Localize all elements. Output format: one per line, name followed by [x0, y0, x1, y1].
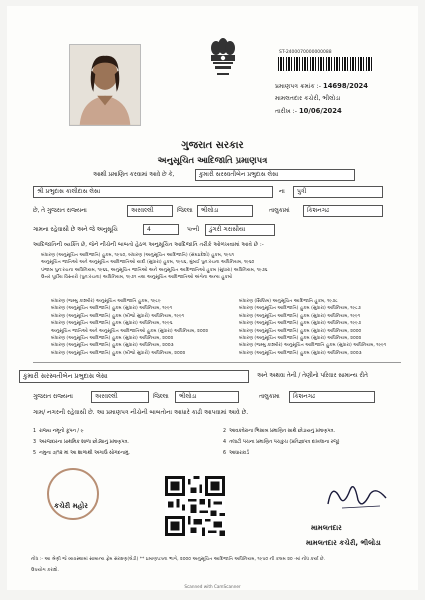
act-item: અનુસૂચિત જાતિઓ અને અનુસૂચિત આદિજાતિઓ હુકમ (સુધારા) અધિનિયમ, ૨૦૦૨ — [51, 328, 209, 334]
act-item: બંધારણ (અનુસૂચિત આદિજાતિ) હુકમ (સુધારા) અધિનિયમ, ૨૦૦૩ — [239, 350, 362, 356]
barcode-id: ST-2400070000000088 — [279, 50, 332, 55]
act-item: બંધારણ (અનુસૂચિત આદિજાતિ) હુકમ (સુધારા) અધિનિયમ, ૨૦૦૨ — [239, 336, 362, 342]
act-item: બંધારણ (અનુસૂચિત આદિજાતિ) હુકમ (સુધારા) અધિનિયમ, ૧૯૯૬ — [51, 321, 173, 327]
relation-label: ના — [279, 189, 285, 195]
part-label: પત્ની — [187, 227, 200, 233]
schedule-lead: ગામના રહેવાસી છે અને જે અનુસૂચિ — [33, 227, 118, 233]
basis-item: 5 નમુના ૭/૧૨ માં આ શાળાથી અગાઉ સોગંદનામું. — [33, 451, 130, 456]
lower-taluka-field: ભીલોડા — [175, 391, 239, 403]
lower-state-lead: ગુજરાત રાજ્યના — [33, 394, 73, 400]
right-acts-list — [239, 298, 409, 357]
certificate-page — [7, 6, 418, 590]
order-item: ઉત્તર પૂર્વીય વિસ્તારો (પુનઃરચના) અધિનિયમ, ૧૯૭૧ તથા અનુસૂચિત આદિજાતિઓ અંગેના અન્ય હુકમો — [41, 275, 233, 281]
act-item: બંધારણ (અનુસૂચિત આદિજાતિ) હુકમ (સુધારા) અધિનિયમ, ૨૦૦૨ — [51, 336, 174, 342]
act-item: બંધારણ (અનુસૂચિત આદિજાતિ) હુકમ (સુધારા) અધિનિયમ, ૧૯૮૭ — [239, 306, 361, 312]
basis-list — [33, 426, 393, 459]
schedule-field: 4 — [143, 224, 179, 235]
barcode — [278, 57, 374, 71]
certificate-title: અનુસૂચિત આદિજાતિ પ્રમાણપત્ર — [157, 156, 268, 166]
tribe-tail: આદિજાતિની વ્યક્તિ છે, જેને નીચેની બાબતો હેઠળ અનુસૂચિત આદિજાતિ તરીકે ઓળખવામાં આવે છે :- — [33, 242, 264, 248]
government-heading: ગુજરાત સરકાર — [181, 140, 244, 151]
left-acts-list — [51, 298, 221, 357]
basis-item: 6 આધારકાર્ડ — [223, 451, 249, 456]
certificate-meta — [275, 80, 368, 118]
act-item: બંધારણ (અનુસૂચિત આદિજાતિ) હુકમ (સુધારા) અધિનિયમ, ૧૯૯૭ — [239, 321, 362, 327]
basis-item: 1 રાજ્ય નમૂનો કૂપન / ૯ — [33, 429, 84, 434]
act-item: બંધારણ (અનુસૂચિત આદિજાતિ) હુકમ (સુધારા) અધિનિયમ, ૨૦૦૦ — [239, 328, 362, 334]
act-item: બંધારણ (જમ્મુ કાશ્મીર) અનુસૂચિત આદિજાતિ હુકમ (સુધારા) અધિનિયમ, ૧૯૯૧ — [239, 343, 387, 349]
office-seal-icon — [47, 468, 99, 520]
relation-field: પુત્રી — [293, 186, 383, 198]
order-item: અનુસૂચિત જાતિઓ અને અનુસૂચિત આદિજાતિઓ યાદી (સુધારા) હુકમ, ૧૯૫૬, મુંબઈ પુનઃરચના અધિનિયમ, ૧૯૬૦ — [41, 260, 255, 266]
section-divider — [33, 362, 401, 363]
line1-lead: આથી પ્રમાણિત કરવામાં આવે છે કે, — [93, 172, 175, 178]
qr-code-icon — [165, 476, 225, 536]
state-lead: છે, તે ગુજરાત રાજ્યના — [33, 208, 87, 214]
lower-district-field: અરવલ્લી — [91, 391, 149, 403]
lower-taluka-label: તાલુકામા — [259, 394, 280, 400]
footer-note: નોંધ :- આ શ્રેણી જે વ્યવસ્થામાં સામાન્ય ફ્રેમ સંરક્ષણ(લેડી) ** પ્રમાણપત્રના ભાગે, ૨૦૦૦ અનુસૂચિત આદિજાતિ અધિનિયમ, ૧૯૫૦ ની કલમ ૨૦ -માં નોંધ કર્યા છે. — [31, 557, 326, 562]
father-name-field: શ્રી પ્રભુદાસ કાલીદાસ લેસા — [33, 186, 273, 198]
footer-note-2: ઉપયોગ કરાશે. — [31, 568, 59, 573]
ashoka-emblem-icon — [205, 36, 241, 82]
basis-item: 4 તલાટી પંચના પ્રમાણિત પંચકુચ (પ્રતિજ્ઞાપત્ર દાખલાના રજૂ) — [223, 440, 340, 445]
act-item: બંધારણ (અનુસૂચિત આદિજાતિ) હુકમ (સુધારા) અધિનિયમ, ૧૯૯૧ — [51, 306, 173, 312]
office-place: મામલતદાર કચેરી, ભીલોડા — [306, 539, 381, 547]
person-photo-icon — [70, 45, 140, 125]
taluka-field: ભીલોડા — [197, 205, 253, 217]
act-item: બંધારણ (અનુસૂચિત આદિજાતિ) હુકમ (બીજો સુધારો) અધિનિયમ, ૧૯૯૧ — [51, 313, 185, 319]
date-label: તારીખ :- — [275, 108, 297, 115]
village-label: જિલ્લા — [177, 208, 193, 214]
applicant-photo — [69, 44, 141, 126]
act-item: બંધારણ (સિક્કિમ) અનુસૂચિત આદિજાતિ હુકમ, ૧૯૭૮ — [239, 299, 338, 304]
cert-no-label: પ્રમાણપત્ર ક્રમાંક :- — [275, 83, 321, 90]
seal-text: કચેરી મહોર — [54, 502, 88, 510]
district-field: અરવલ્લી — [127, 205, 173, 217]
orders-list — [41, 252, 401, 282]
taluka-value-field: કિશનગઢ — [303, 205, 383, 217]
applicant-name-field: કુમારી સરસ્વતીબેન પ્રભુદાસ લેસા — [195, 169, 355, 181]
basis-item: 2 આવકવેરાના ભિસાબ પ્રમાણિત સાથે છોડાયનું પ્રમાણપત્ર. — [223, 429, 335, 434]
date-value: 10/06/2024 — [298, 107, 342, 115]
act-item: બંધારણ (અનુસૂચિત આદિજાતિ) હુકમ (સુધારા) અધિનિયમ, ૨૦૦૩ — [51, 343, 174, 349]
office-line: મામલતદાર કચેરી, ભીલોડા — [275, 95, 341, 102]
order-item: બંધારણ (અનુસૂચિત આદિજાતિ) હુકમ, ૧૯૫૦, બંધારણ (અનુસૂચિત આદિજાતિ) (સંઘપ્રદેશો) હુકમ, ૧૯૫૧ — [41, 253, 235, 258]
act-item: બંધારણ (જમ્મુ કાશ્મીર) અનુસૂચિત આદિજાતિ હુકમ, ૧૯૮૯ — [51, 299, 161, 304]
lower-district-label: જિલ્લા — [153, 394, 169, 400]
family-tail: અને અથવા તેની / તેણીનો પરિવાર સામાન્ય રીતે — [257, 373, 368, 379]
basis-item: 3 અરજદારના પ્રાથમિક શાળા છોડ્યાનું પ્રમાણપત્ર. — [33, 440, 129, 445]
act-item: બંધારણ (અનુસૂચિત આદિજાતિ) હુકમ (સુધારા) અધિનિયમ, ૧૯૯૧ — [239, 313, 361, 319]
lower-village-field: કિશનગઢ — [289, 391, 375, 403]
tribe-field: ડુંગરી ગરાસીયા — [205, 224, 275, 236]
office-title: મામલતદાર — [311, 524, 342, 532]
lower-name-field: કુમારી સરસ્વતીબેન પ્રભુદાસ લેસા — [19, 370, 249, 383]
scanner-watermark: Scanned with CamScanner — [184, 584, 241, 589]
order-item: પંજાબ પુનઃરચના અધિનિયમ, ૧૯૬૬, અનુસૂચિત જાતિઓ અને અનુસૂચિત આદિજાતિઓ હુકમ (સુધારા) અધિનિયમ, ૧૯૭૬ — [41, 267, 268, 273]
cert-no-value: 14698/2024 — [322, 82, 369, 90]
residence-line: ગામ/ નગરની રહેવાસી છે. આ પ્રમાણપત્ર નીચેની બાબતોના આધારે કાઢી આપવામાં આવે છે. — [33, 409, 249, 416]
act-item: બંધારણ (અનુસૂચિત આદિજાતિ) હુકમ (બીજો સુધારો) અધિનિયમ, ૨૦૦૨ — [51, 350, 186, 356]
taluka-label: તાલુકામાં — [269, 208, 290, 214]
